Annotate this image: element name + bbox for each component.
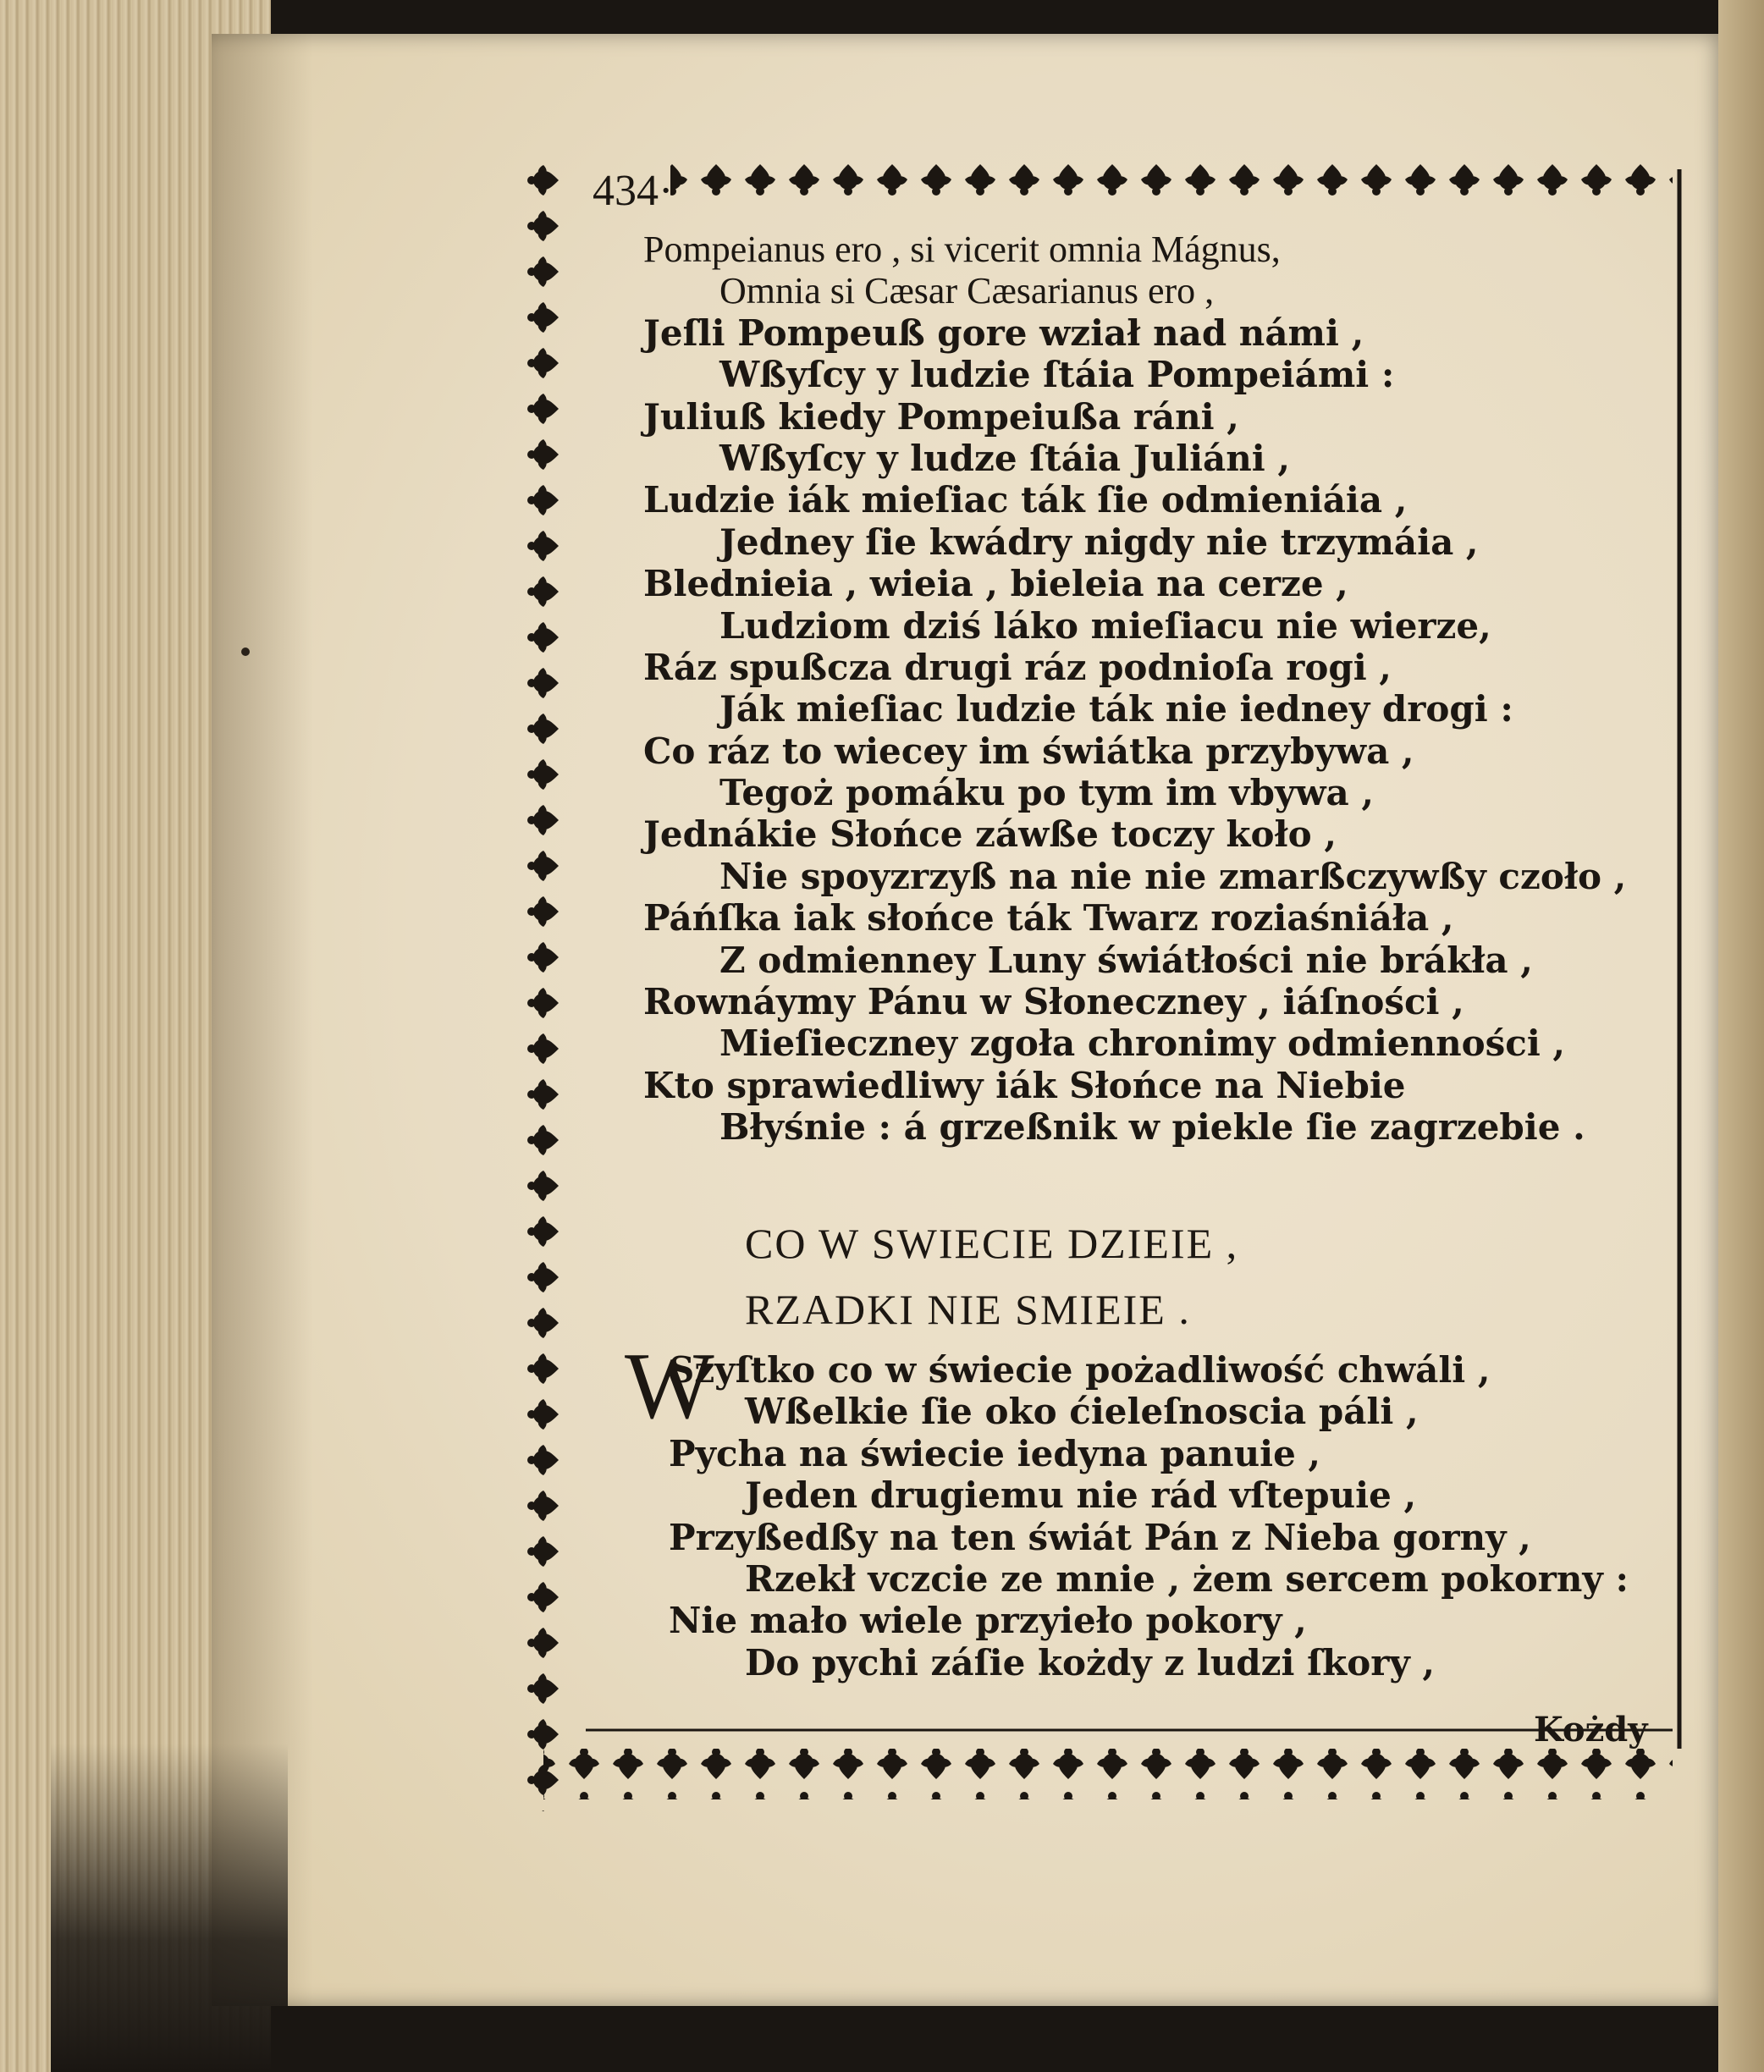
verse-line: Wßelkie ſie oko ćieleſnoscia páli ,: [745, 1391, 1419, 1433]
verse-line: Rzekł vczcie ze mnie , żem sercem pokorny :: [745, 1557, 1629, 1600]
section-heading-line1: CO W SWIECIE DZIEIE ,: [745, 1220, 1239, 1267]
verse-line: Nie spoyzrzyß na nie nie zmarßczywßy czoło ,: [719, 855, 1627, 897]
verse-line: Omnia si Cæsar Cæsarianus ero ,: [719, 270, 1215, 312]
verse-line: Kto sprawiedliwy iák Słońce na Niebie: [643, 1064, 1406, 1106]
verse-line: Pycha na świecie iedyna panuie ,: [669, 1432, 1321, 1474]
page-number: 434·: [593, 167, 674, 215]
verse-line: Ráz spußcza drugi ráz podnioſa rogi ,: [643, 646, 1392, 688]
verse-line: Blednieia , wieia , bieleia na cerze ,: [643, 563, 1348, 605]
next-page-edge: [1718, 0, 1764, 2072]
verse-line: Tegoż pomáku po tym im vbywa ,: [719, 772, 1374, 814]
poem-second: [669, 1349, 1668, 1684]
verse-line: Páńſka iak słońce ták Twarz roziaśniáła ,: [643, 897, 1454, 940]
ink-spot: [241, 648, 250, 656]
verse-line: Wßyſcy y ludzie ſtáia Pompeiámi :: [719, 354, 1395, 396]
verse-line: Przyßedßy na ten świát Pán z Nieba gorny ,: [669, 1516, 1531, 1558]
verse-line: Juliuß kiedy Pompeiußa ráni ,: [643, 395, 1239, 438]
verse-line: Ludzie iák mieſiac ták ſie odmieniáia ,: [643, 479, 1408, 521]
poem-first: [643, 229, 1659, 1149]
verse-line: Jedney ſie kwádry nigdy nie trzymáia ,: [719, 521, 1479, 563]
verse-line: Wßyſcy y ludze ſtáia Juliáni ,: [719, 437, 1290, 479]
section-heading-line2: RZADKI NIE SMIEIE .: [745, 1286, 1191, 1333]
verse-line: Szyſtko co w świecie pożadliwość chwáli ,: [669, 1349, 1491, 1391]
verse-line: Jednákie Słońce záwße toczy koło ,: [643, 813, 1337, 856]
verse-line: Do pychi záſie kożdy z ludzi ſkory ,: [745, 1641, 1436, 1684]
verse-line: Ludziom dziś láko mieſiacu nie wierze,: [719, 604, 1491, 647]
verse-line: Co ráz to wiecey im świátka przybywa ,: [643, 730, 1414, 772]
verse-line: Rownáymy Pánu w Słoneczney , iáſności ,: [643, 981, 1464, 1023]
edge-shadow: [51, 1744, 288, 2072]
verse-line: Z odmienney Luny świátłości nie brákła ,: [719, 939, 1533, 981]
verse-line: Jeden drugiemu nie rád vſtepuie ,: [745, 1474, 1417, 1517]
gutter-shadow: [212, 34, 313, 2006]
catchword: Kożdy: [1534, 1710, 1648, 1750]
verse-line: Błyśnie : á grzeßnik w piekle ſie zagrzebie .: [719, 1106, 1585, 1149]
verse-line: Jeſli Pompeuß gore wział nad námi ,: [643, 311, 1364, 354]
verse-line: Nie mało wiele przyieło pokory ,: [669, 1600, 1307, 1642]
verse-line: Ják mieſiac ludzie ták nie iedney drogi :: [719, 688, 1513, 730]
verse-line: Mieſieczney zgoła chronimy odmienności ,: [719, 1022, 1566, 1065]
verse-line: Pompeianus ero , si vicerit omnia Mágnus,: [643, 229, 1281, 270]
drop-cap: W: [625, 1334, 714, 1439]
